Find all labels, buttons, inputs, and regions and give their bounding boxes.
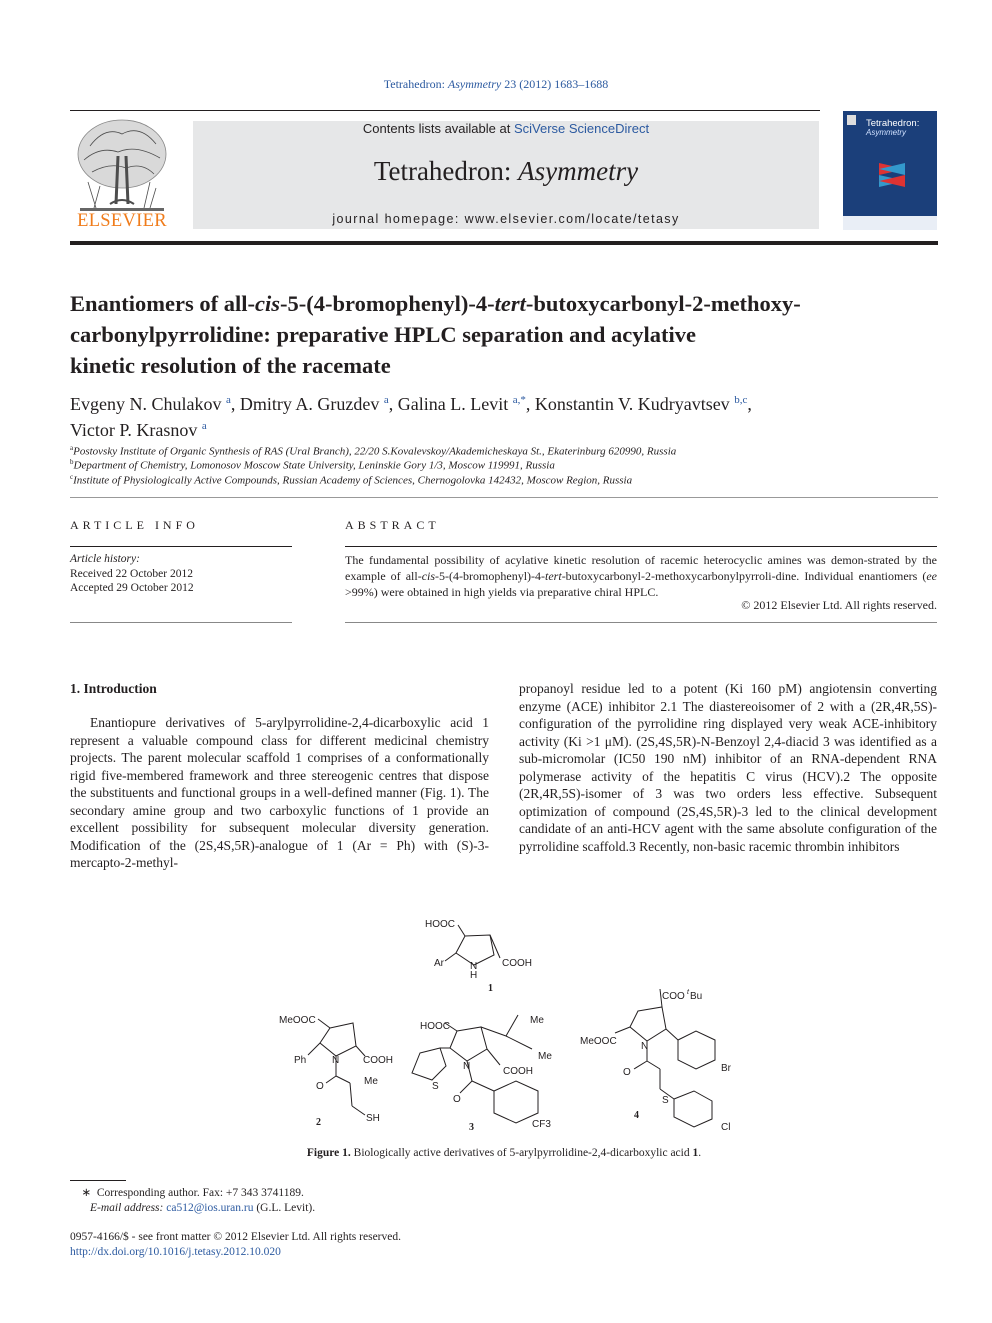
title-segment: -butoxycarbonyl-2-methoxy- bbox=[525, 291, 801, 316]
received-date: Received 22 October 2012 bbox=[70, 567, 193, 580]
figure-label: Me bbox=[364, 1076, 378, 1087]
author-name[interactable]: Galina L. Levit bbox=[397, 394, 509, 414]
journal-title-italic: Asymmetry bbox=[518, 156, 639, 186]
figure-caption bbox=[70, 1147, 938, 1159]
abstract-segment: tert bbox=[545, 569, 562, 583]
abstract-bottom-rule bbox=[345, 622, 937, 623]
footnote-rule bbox=[70, 1180, 126, 1181]
figure-label: COO bbox=[662, 991, 685, 1002]
author-affil-sup[interactable]: a bbox=[201, 420, 207, 432]
affiliation bbox=[70, 473, 930, 487]
author-affil-sup[interactable]: a bbox=[225, 394, 231, 406]
title-segment: cis bbox=[255, 291, 280, 316]
article-history bbox=[70, 552, 194, 596]
compound-number: 3 bbox=[469, 1122, 474, 1133]
abstract-segment: -5-(4-bromophenyl)-4- bbox=[435, 569, 546, 583]
figure-label: N bbox=[463, 1061, 471, 1072]
header-top-rule bbox=[70, 110, 820, 111]
journal-title-plain: Tetrahedron: bbox=[373, 156, 519, 186]
figure-label: HOOC bbox=[420, 1021, 450, 1032]
article-info-rule bbox=[70, 546, 292, 547]
author-name[interactable]: Dmitry A. Gruzdev bbox=[239, 394, 380, 414]
affiliation-sup: a bbox=[70, 444, 74, 452]
issn-line: 0957-4166/$ - see front matter © 2012 Elsevier Ltd. All rights reserved. bbox=[70, 1231, 401, 1243]
journal-reference[interactable] bbox=[0, 77, 992, 92]
affiliation-sup: b bbox=[70, 458, 74, 466]
abstract-segment: >99%) were obtained in high yields via preparative chiral HPLC. bbox=[345, 585, 659, 599]
author-list: Evgeny N. Chulakov $^a$, Dmitry A. Gruzdev $^a$, Galina L. Levit $^{a,*}$, Konstantin V. Kudryavtsev $^{b,c}$, Victor P. Krasnov $^a$ bbox=[70, 394, 752, 440]
cover-title: Tetrahedron: bbox=[866, 118, 920, 129]
email-label: E-mail address: bbox=[90, 1202, 167, 1214]
abstract-segment: -butoxycarbonyl-2-methoxycarbonylpyrroli-dine. Individual enantiomers ( bbox=[561, 569, 927, 583]
front-matter bbox=[70, 1230, 401, 1259]
figure-label: SH bbox=[366, 1113, 380, 1124]
article-info-bottom-rule bbox=[70, 622, 292, 623]
affiliation bbox=[70, 444, 930, 458]
affiliation-text: Department of Chemistry, Lomonosov Moscow State University, Leninskie Gory 1/3, Moscow 119991, Russia bbox=[73, 459, 555, 472]
journal-title bbox=[193, 156, 819, 187]
intro-right-column bbox=[519, 680, 937, 855]
figure-caption-label: Figure 1. bbox=[306, 1147, 351, 1159]
figure-label: Cl bbox=[721, 1122, 731, 1133]
history-label: Article history: bbox=[70, 553, 140, 565]
figure-label: Bu bbox=[690, 991, 703, 1002]
elsevier-wordmark: ELSEVIER bbox=[77, 211, 167, 231]
intro-paragraph: propanoyl residue led to a potent (Ki 160 pM) angiotensin converting enzyme (ACE) inhibitor 2.1 The diastereoisomer of 2 with a (2R,4R,5S)-configuration of the pyrrolidine ring displayed very weak ACE-inhibitory activity (Ki >1 μM). (2S,4S,5R)-N-Benzoyl 2,4-diacid 3 was identified as a sub-micromolar (IC50 190 nM) inhibitor of an RNA-dependent RNA polymerase activity of the hepatitis C virus (HCV).2 The opposite (2R,4R,5S)-isomer of 3 was two orders less effective. Subsequent optimization of compound (2S,4S,5R)-3 led to the clinical development candidate of an anti-HCV agent with the same absolute configuration of the pyrrolidine scaffold.3 Recently, non-basic racemic thrombin inhibitors bbox=[519, 681, 937, 854]
accepted-date: Accepted 29 October 2012 bbox=[70, 582, 194, 594]
figure-label: Me bbox=[530, 1015, 544, 1026]
article-info-heading: ARTICLE INFO bbox=[70, 518, 199, 532]
journal-ref-prefix: Tetrahedron: bbox=[383, 77, 448, 91]
figure-label: N bbox=[332, 1055, 340, 1066]
author-name[interactable]: Konstantin V. Kudryavtsev bbox=[534, 394, 730, 414]
abstract-segment: cis bbox=[421, 569, 436, 583]
journal-ref-italic: Asymmetry bbox=[447, 77, 502, 91]
figure-label: HOOC bbox=[425, 919, 455, 930]
figure-label: COOH bbox=[503, 1066, 533, 1077]
figure-label: MeOOC bbox=[279, 1015, 316, 1026]
title-segment: -5-(4-bromophenyl)-4- bbox=[280, 291, 495, 316]
author-name[interactable]: Victor P. Krasnov bbox=[70, 420, 198, 440]
section-heading-introduction: 1. Introduction bbox=[70, 681, 157, 696]
author-name[interactable]: Evgeny N. Chulakov bbox=[70, 394, 222, 414]
email-suffix: (G.L. Levit). bbox=[253, 1202, 316, 1214]
figure-label: S bbox=[432, 1081, 439, 1092]
figure-label: N bbox=[641, 1041, 649, 1052]
abstract-text bbox=[345, 552, 937, 600]
affiliation bbox=[70, 458, 930, 472]
affiliation-text: Institute of Physiologically Active Compounds, Russian Academy of Sciences, Chernogolovka 142432, Moscow Region, Russia bbox=[73, 474, 633, 487]
figure-1-structures bbox=[260, 903, 760, 1143]
email-link[interactable]: ca512@ios.uran.ru bbox=[166, 1202, 254, 1214]
title-segment: tert bbox=[494, 291, 526, 316]
title-line-2: carbonylpyrrolidine: preparative HPLC separation and acylative bbox=[70, 322, 697, 347]
corresponding-author: Corresponding author. Fax: +7 343 3741189. bbox=[96, 1187, 304, 1199]
figure-label: COOH bbox=[502, 958, 532, 969]
figure-label: MeOOC bbox=[580, 1036, 617, 1047]
title-line-3: kinetic resolution of the racemate bbox=[70, 353, 391, 378]
figure-label: Ph bbox=[294, 1055, 307, 1066]
sciverse-link[interactable]: SciVerse ScienceDirect bbox=[513, 121, 650, 136]
compound-number: 2 bbox=[316, 1117, 321, 1128]
figure-label: Ar bbox=[434, 958, 444, 969]
figure-label: N bbox=[470, 961, 478, 972]
contents-line bbox=[193, 121, 819, 136]
affiliation-text: Postovsky Institute of Organic Synthesis of RAS (Ural Branch), 22/20 S.Kovalevskoy/Akademicheskaya St., Ekaterinburg 620990, Russia bbox=[73, 445, 677, 458]
author-affil-sup[interactable]: a,* bbox=[512, 394, 526, 406]
title-segment: Enantiomers of all- bbox=[70, 291, 255, 316]
figure-caption-end: . bbox=[698, 1147, 702, 1159]
figure-label: O bbox=[623, 1067, 631, 1078]
abstract-heading: ABSTRACT bbox=[345, 518, 440, 532]
abstract-rule bbox=[345, 546, 937, 547]
abstract-segment: The fundamental possibility of acylative kinetic resolution of racemic heterocyclic amines was demon-strated by the example of all- bbox=[345, 553, 937, 583]
figure-label: O bbox=[453, 1094, 461, 1105]
header-thick-rule bbox=[70, 241, 938, 245]
author-affil-sup[interactable]: a bbox=[383, 394, 389, 406]
doi-link[interactable]: http://dx.doi.org/10.1016/j.tetasy.2012.10.020 bbox=[70, 1245, 281, 1258]
affiliation-rule bbox=[70, 497, 938, 498]
figure-label: H bbox=[470, 970, 478, 981]
intro-left-column bbox=[70, 714, 489, 872]
copyright-notice: © 2012 Elsevier Ltd. All rights reserved. bbox=[741, 598, 937, 612]
journal-homepage bbox=[193, 212, 819, 226]
cover-subtitle: Asymmetry bbox=[866, 128, 906, 137]
journal-ref-suffix: 23 (2012) 1683–1688 bbox=[501, 77, 609, 91]
author-affil-sup[interactable]: b,c bbox=[734, 394, 748, 406]
compound-number: 4 bbox=[634, 1110, 639, 1121]
footnote: ∗ Corresponding author. Fax: +7 343 3741189. E-mail address: ca512@ios.uran.ru (G.L. Levit). bbox=[70, 1187, 316, 1214]
figure-label: t bbox=[687, 989, 689, 996]
homepage-url[interactable]: www.elsevier.com/locate/tetasy bbox=[464, 212, 680, 226]
figure-label: O bbox=[316, 1081, 324, 1092]
contents-prefix: Contents lists available at bbox=[362, 121, 514, 136]
figure-label: Me bbox=[538, 1051, 552, 1062]
intro-paragraph: Enantiopure derivatives of 5-arylpyrrolidine-2,4-dicarboxylic acid 1 represent a valuable compound class for different medicinal chemistry projects. The parent molecular scaffold 1 comprises of a conformationally rigid five-membered framework and three stereogenic centres that dispose the substituents and functional groups in a well-defined manner (Fig. 1). The secondary amine group and two carboxylic functions of 1 provide an excellent possibility for subsequent molecular diversity generation. Modification of the (2S,4S,5R)-analogue of 1 (Ar = Ph) with (S)-3-mercapto-2-methyl- bbox=[70, 715, 489, 870]
compound-number: 1 bbox=[488, 983, 493, 994]
homepage-label: journal homepage: bbox=[332, 212, 465, 226]
figure-label: Br bbox=[721, 1063, 731, 1074]
figure-caption-text: Biologically active derivatives of 5-arylpyrrolidine-2,4-dicarboxylic acid bbox=[350, 1147, 693, 1159]
affiliation-sup: c bbox=[70, 473, 74, 481]
figure-caption-num: 1 bbox=[692, 1147, 699, 1159]
figure-label: S bbox=[662, 1095, 669, 1106]
abstract-segment: ee bbox=[926, 569, 937, 583]
figure-label: COOH bbox=[363, 1055, 393, 1066]
article-title bbox=[70, 288, 930, 381]
figure-label: CF3 bbox=[532, 1119, 551, 1130]
